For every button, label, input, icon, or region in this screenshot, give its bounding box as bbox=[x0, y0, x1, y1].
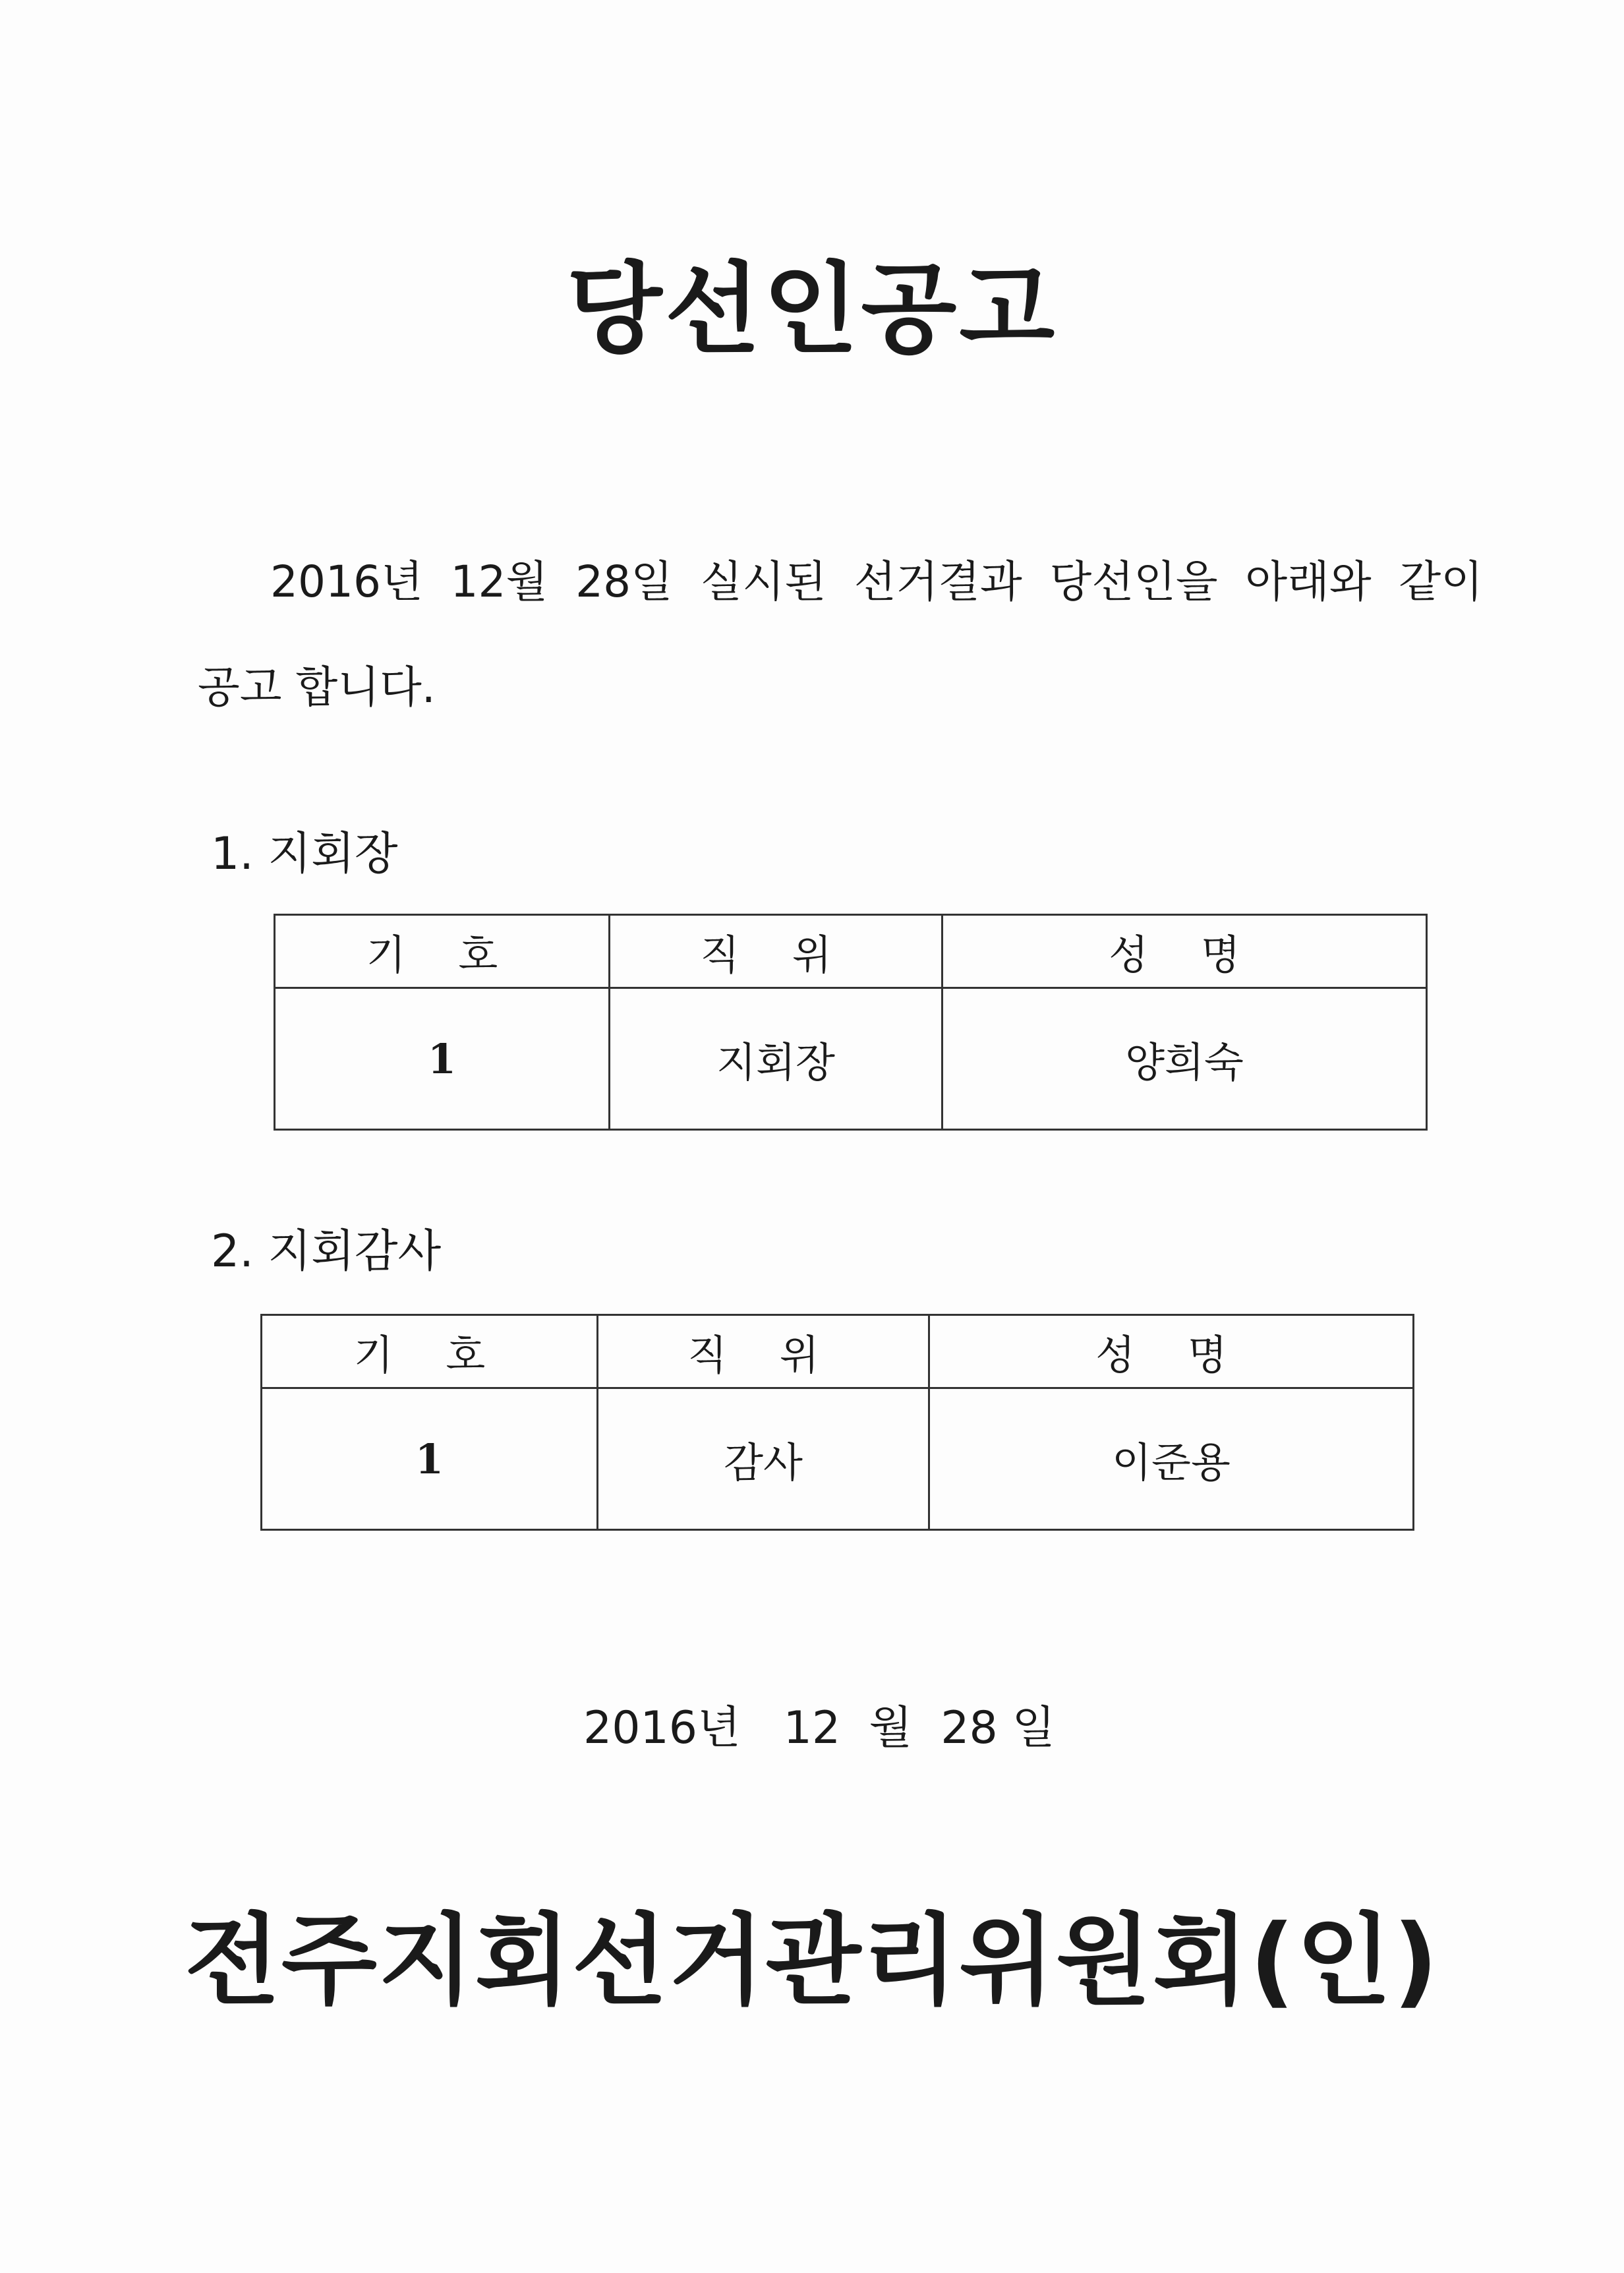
issuing-organization: 전주지회선거관리위원회(인) bbox=[185, 1904, 1439, 2019]
table-header-row bbox=[262, 1315, 1414, 1388]
document-title: 당선인공고 bbox=[566, 252, 1058, 367]
cell-name: 양희숙 bbox=[942, 988, 1427, 1130]
section-heading-auditor: 2. 지회감사 bbox=[211, 1225, 442, 1278]
announcement-date: 2016년 12 월 28 일 bbox=[583, 1702, 1056, 1754]
table-row bbox=[262, 1388, 1414, 1530]
auditor-table bbox=[260, 1314, 1414, 1531]
intro-text-line2: 공고 합니다. bbox=[198, 662, 436, 713]
column-header-number: 기 호 bbox=[275, 915, 610, 988]
intro-text-line1: 2016년 12월 28일 실시된 선거결과 당선인을 아래와 같이 bbox=[270, 556, 1483, 607]
table-row bbox=[275, 988, 1427, 1130]
column-header-position: 직 위 bbox=[598, 1315, 929, 1388]
column-header-number: 기 호 bbox=[262, 1315, 598, 1388]
column-header-name: 성 명 bbox=[942, 915, 1427, 988]
section-heading-president: 1. 지회장 bbox=[211, 828, 398, 880]
column-header-position: 직 위 bbox=[610, 915, 942, 988]
cell-number: 1 bbox=[262, 1388, 598, 1530]
column-header-name: 성 명 bbox=[929, 1315, 1414, 1388]
cell-number: 1 bbox=[275, 988, 610, 1130]
president-table bbox=[274, 914, 1428, 1131]
cell-position: 지회장 bbox=[610, 988, 942, 1130]
table-header-row bbox=[275, 915, 1427, 988]
cell-position: 감사 bbox=[598, 1388, 929, 1530]
cell-name: 이준용 bbox=[929, 1388, 1414, 1530]
